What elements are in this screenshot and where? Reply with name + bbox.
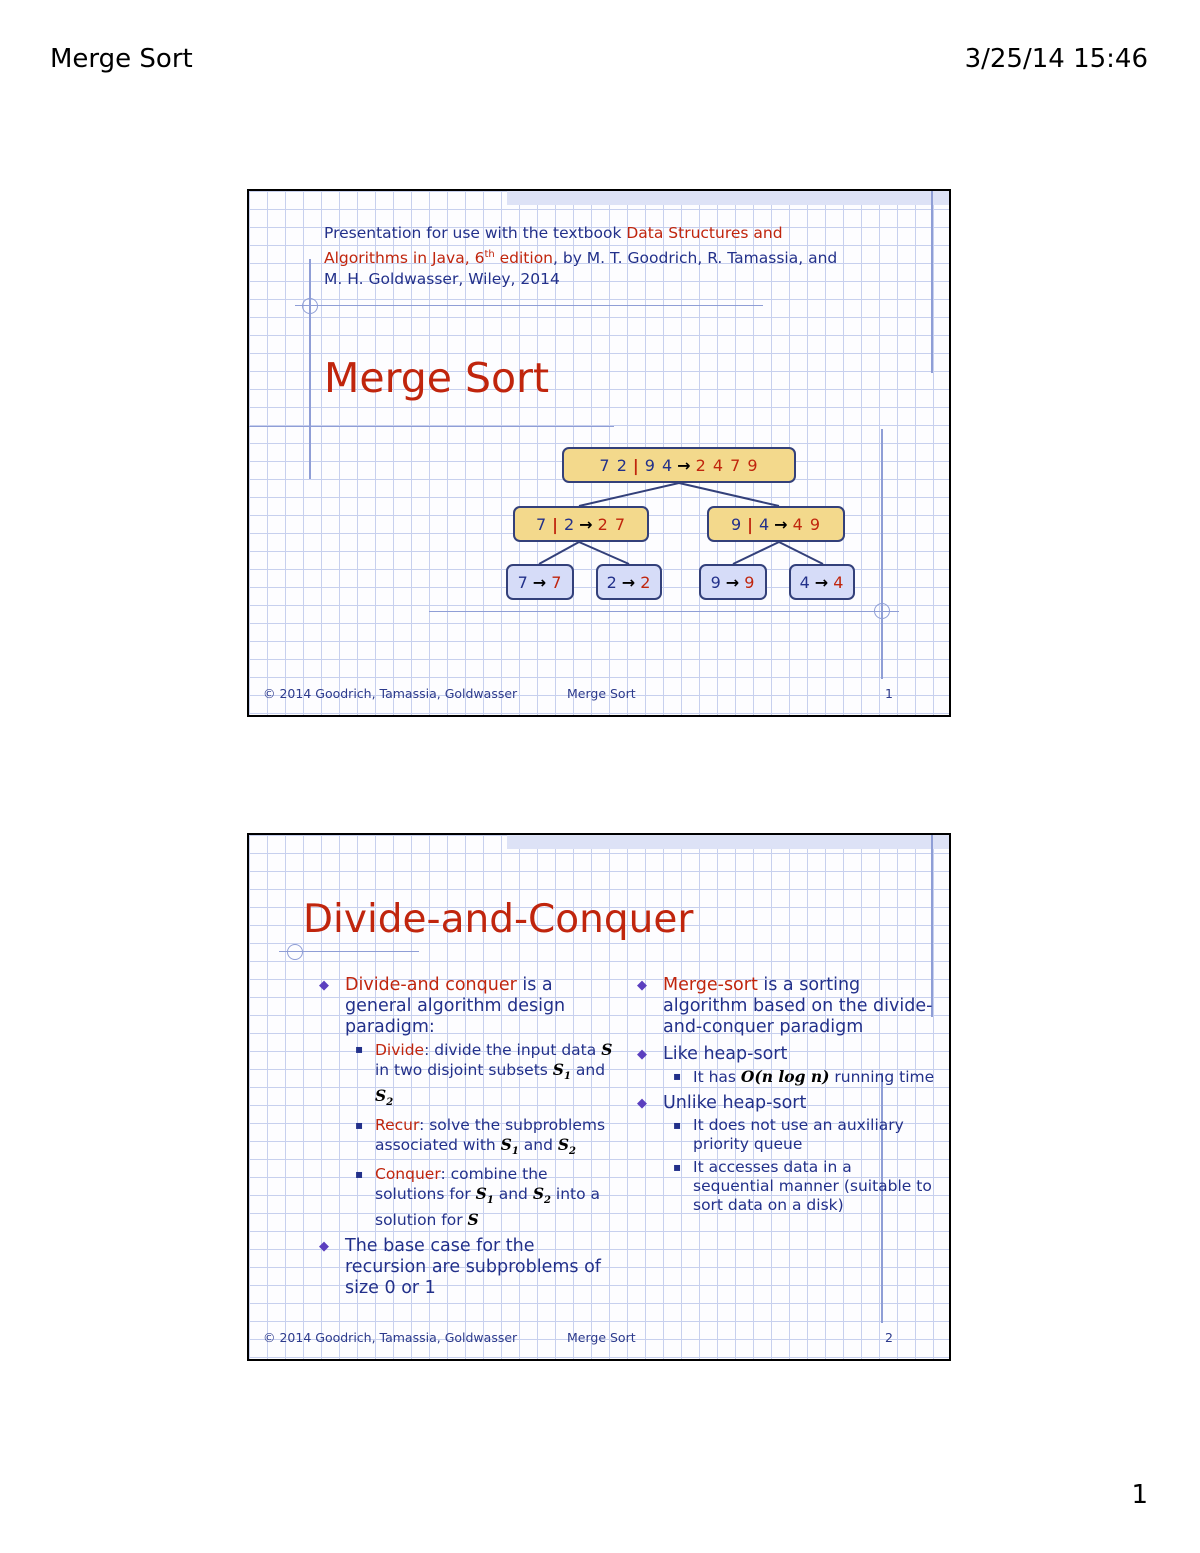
tree-node-mid-left xyxy=(513,506,649,542)
bullet-text: Like heap-sort xyxy=(663,1044,788,1064)
slide-1 xyxy=(247,189,951,717)
sub-bullet-text: in two disjoint subsets xyxy=(375,1061,553,1079)
math-symbol: S xyxy=(500,1135,512,1155)
tree-edge xyxy=(579,483,679,506)
bullet-unlike-heap-sort xyxy=(637,1093,937,1215)
node-output: 4 9 xyxy=(792,514,822,534)
page-header-title: Merge Sort xyxy=(50,44,193,74)
arrow-icon: → xyxy=(725,572,741,592)
leaf-input: 7 xyxy=(517,572,529,592)
math-symbol: S xyxy=(601,1040,613,1059)
slide-number: 2 xyxy=(885,1330,893,1345)
sub-bullet-text: into a solution for xyxy=(375,1185,601,1230)
bullet-term: Merge-sort xyxy=(663,975,758,995)
node-left-input: 7 2 xyxy=(599,455,628,475)
slide-footer-topic: Merge Sort xyxy=(567,1330,636,1345)
page-number: 1 xyxy=(1131,1480,1148,1510)
slide-number: 1 xyxy=(885,686,893,701)
slide-footer-copyright: © 2014 Goodrich, Tamassia, Goldwasser xyxy=(263,686,518,701)
sub-bullet-conquer xyxy=(345,1165,619,1230)
tree-node-root xyxy=(562,447,796,483)
math-symbol: S xyxy=(375,1086,387,1106)
node-right-input: 4 xyxy=(758,514,771,534)
tree-node-mid-right xyxy=(707,506,845,542)
leaf-output: 7 xyxy=(551,572,563,592)
node-separator: | xyxy=(747,514,754,534)
sub-bullet-term: Divide xyxy=(375,1041,425,1059)
math-symbol: S xyxy=(475,1184,487,1204)
sub-bullet-text: and xyxy=(570,1061,606,1079)
math-subscript: 1 xyxy=(511,1146,519,1158)
slide-2 xyxy=(247,833,951,1361)
leaf-output: 4 xyxy=(833,572,845,592)
tree-edge xyxy=(733,542,779,564)
sub-bullet-text: and xyxy=(493,1185,533,1204)
credit-edition: edition xyxy=(494,249,554,268)
slide-footer-copyright: © 2014 Goodrich, Tamassia, Goldwasser xyxy=(263,1330,518,1345)
tree-edge xyxy=(579,542,629,564)
sub-bullet-term: Conquer xyxy=(375,1165,441,1184)
leaf-output: 2 xyxy=(640,572,652,592)
sub-bullet-text: : divide the input data xyxy=(424,1041,602,1059)
math-symbol: S xyxy=(552,1060,564,1079)
bullet-like-heap-sort xyxy=(637,1044,937,1087)
node-output: 2 4 7 9 xyxy=(695,455,759,475)
sub-bullet-text: It has xyxy=(693,1068,741,1086)
bullet-text: Unlike heap-sort xyxy=(663,1093,807,1113)
bullet-merge-sort xyxy=(637,975,937,1038)
right-column xyxy=(637,975,937,1221)
sub-bullet-term: Recur xyxy=(375,1116,420,1135)
bullet-divide-and-conquer xyxy=(319,975,619,1230)
node-output: 2 7 xyxy=(597,514,627,534)
sub-bullet-text: : solve the subproblems associated with xyxy=(375,1116,606,1155)
slide-title: Merge Sort xyxy=(324,354,550,402)
node-left-input: 7 xyxy=(535,514,548,534)
slide-top-band xyxy=(507,835,949,849)
tree-edge xyxy=(779,542,823,564)
slide-footer-topic: Merge Sort xyxy=(567,686,636,701)
node-separator: | xyxy=(632,455,640,475)
slide-title: Divide-and-Conquer xyxy=(303,897,694,942)
math-subscript: 1 xyxy=(486,1195,494,1207)
node-right-input: 9 4 xyxy=(644,455,674,475)
tree-leaf xyxy=(699,564,767,600)
credit-authors: , by M. T. Goodrich, R. Tamassia, and M. H. Goldwasser, Wiley, 2014 xyxy=(324,249,838,289)
sub-bullet-priority-queue: ▪ It does not use an auxiliary priority queue xyxy=(663,1116,937,1154)
node-right-input: 2 xyxy=(563,514,576,534)
bullet-text: The base case for the recursion are subproblems of size 0 or 1 xyxy=(345,1236,601,1299)
tree-leaf xyxy=(596,564,662,600)
bullet-term: Divide-and conquer xyxy=(345,975,517,995)
page-header-timestamp: 3/25/14 15:46 xyxy=(964,44,1148,74)
leaf-input: 4 xyxy=(799,572,811,592)
tree-leaf xyxy=(506,564,574,600)
sub-bullet-running-time xyxy=(663,1067,937,1087)
arrow-icon: → xyxy=(579,514,594,534)
credit-book-title: Data Structures and Algorithms in Java, 6 xyxy=(324,224,783,268)
math-symbol: S xyxy=(467,1210,479,1230)
arrow-icon: → xyxy=(677,455,692,475)
sub-bullet-divide xyxy=(345,1040,619,1112)
arrow-icon: → xyxy=(814,572,830,592)
math-subscript: 1 xyxy=(564,1071,571,1083)
node-separator: | xyxy=(552,514,559,534)
tree-leaf xyxy=(789,564,855,600)
bullet-text: is a sorting algorithm based on the divide-and-conquer paradigm xyxy=(663,975,933,1037)
sub-bullet-text: : combine the solutions for xyxy=(375,1165,548,1204)
leaf-input: 9 xyxy=(710,572,722,592)
leaf-output: 9 xyxy=(744,572,756,592)
math-expression: O(n log n) xyxy=(740,1067,830,1086)
registration-mark xyxy=(287,944,303,960)
sub-bullet-text: and xyxy=(518,1136,558,1155)
arrow-icon: → xyxy=(774,514,789,534)
arrow-icon: → xyxy=(621,572,637,592)
leaf-input: 2 xyxy=(606,572,618,592)
sub-bullet-recur xyxy=(345,1116,619,1161)
math-subscript: 2 xyxy=(544,1195,551,1207)
bullet-base-case xyxy=(319,1236,619,1299)
arrow-icon: → xyxy=(532,572,548,592)
sub-bullet-sequential: ▪ It accesses data in a sequential manner (suitable to sort data on a disk) xyxy=(663,1158,937,1215)
math-symbol: S xyxy=(532,1184,545,1204)
tree-edge xyxy=(539,542,579,564)
bullet-text: is a general algorithm design paradigm: xyxy=(345,975,566,1037)
math-symbol: S xyxy=(557,1135,570,1155)
left-column xyxy=(319,975,619,1305)
sub-bullet-text: running time xyxy=(829,1068,935,1086)
node-left-input: 9 xyxy=(730,514,743,534)
credit-superscript: th xyxy=(484,249,495,260)
math-subscript: 2 xyxy=(386,1097,394,1109)
tree-edge xyxy=(679,483,779,506)
credit-text: Presentation for use with the textbook xyxy=(324,224,627,242)
math-subscript: 2 xyxy=(569,1146,577,1158)
